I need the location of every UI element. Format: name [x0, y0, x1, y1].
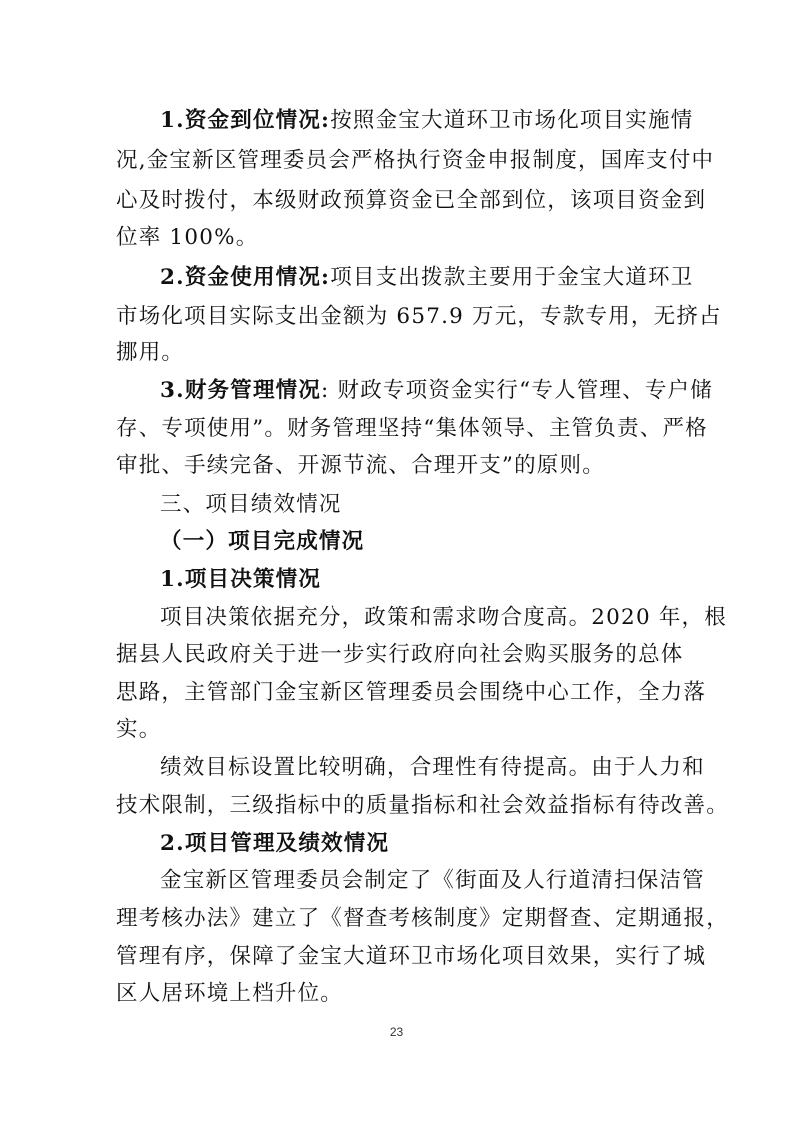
section-heading: 3.财务管理情况	[160, 378, 322, 403]
paragraph-line: 审批、手续完备、开源节流、合理开支”的原则。	[116, 453, 605, 478]
paragraph-line: 2.资金使用情况:项目支出拨款主要用于金宝大道环卫	[160, 265, 694, 290]
paragraph-line: 区人居环境上档升位。	[116, 981, 344, 1006]
paragraph-line: 金宝新区管理委员会制定了《街面及人行道清扫保洁管	[160, 868, 705, 893]
paragraph-line: 1.资金到位情况:按照金宝大道环卫市场化项目实施情	[160, 108, 694, 133]
paragraph-line: 市场化项目实际支出金额为 657.9 万元，专款专用，无挤占	[116, 304, 722, 329]
paragraph-line: 项目决策依据充分，政策和需求吻合度高。2020 年，根	[160, 605, 727, 630]
paragraph-line: 挪用。	[116, 340, 185, 365]
paragraph-line: 位率 100%。	[116, 225, 259, 250]
page-number: 23	[389, 1025, 404, 1039]
chapter-heading: 三、项目绩效情况	[160, 492, 342, 517]
section-heading: 1.资金到位情况:	[160, 108, 331, 133]
subsection-heading: （一）项目完成情况	[160, 529, 365, 554]
paragraph-line: 绩效目标设置比较明确，合理性有待提高。由于人力和	[160, 755, 705, 780]
paragraph-line: 理考核办法》建立了《督查考核制度》定期督查、定期通报，	[116, 906, 729, 931]
paragraph-line: 况,金宝新区管理委员会严格执行资金申报制度，国库支付中	[116, 148, 715, 173]
paragraph-line: 技术限制，三级指标中的质量指标和社会效益指标有待改善。	[116, 793, 729, 818]
paragraph-line: 思路，主管部门金宝新区管理委员会围绕中心工作，全力落	[116, 680, 707, 705]
paragraph-line: 据县人民政府关于进一步实行政府向社会购买服务的总体	[116, 642, 684, 667]
section-heading: 2.项目管理及绩效情况	[160, 831, 390, 856]
section-heading: 2.资金使用情况:	[160, 265, 331, 290]
paragraph-line: 实。	[116, 717, 162, 742]
paragraph-line: 存、专项使用”。财务管理坚持“集体领导、主管负责、严格	[116, 416, 708, 441]
section-heading: 1.项目决策情况	[160, 567, 322, 592]
paragraph-line: 心及时拨付，本级财政预算资金已全部到位，该项目资金到	[116, 188, 707, 213]
paragraph-line: 管理有序，保障了金宝大道环卫市场化项目效果，实行了城	[116, 944, 707, 969]
paragraph-line: 3.财务管理情况: 财政专项资金实行“专人管理、专户储	[160, 378, 713, 403]
